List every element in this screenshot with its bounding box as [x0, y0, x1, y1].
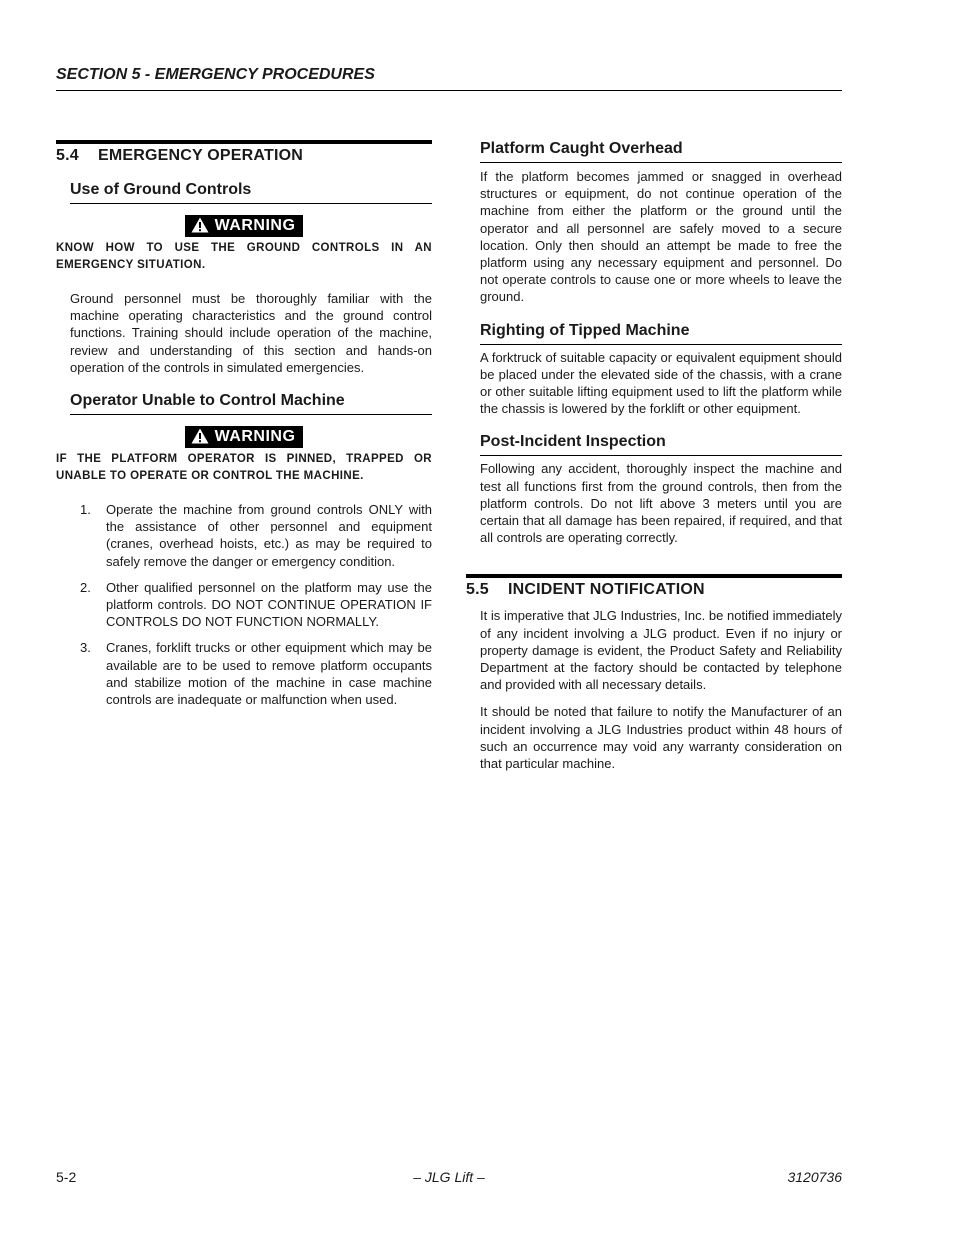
warning-label: WARNING — [185, 215, 304, 237]
ground-controls-heading: Use of Ground Controls — [70, 181, 432, 204]
ground-controls-body: Ground personnel must be thoroughly familiar with the machine operating characteristics and the ground control functions. Training should include operation of the machine, review and understanding of this section and hands-on operation of the controls in simulated emergencies. — [70, 291, 432, 375]
righting-body: A forktruck of suitable capacity or equivalent equipment should be placed under the elevated side of the chassis, with a crane or other suitable lifting equipment used to lift the platform while the chassis is lowered by the forklift or other equipment. — [480, 349, 842, 417]
section-5-4-title — [56, 140, 432, 171]
post-incident-heading: Post-Incident Inspection — [480, 433, 842, 456]
page-header — [56, 66, 842, 91]
notification-paragraph-2: It should be noted that failure to notify the Manufacturer of an incident involving a JLG Industries product within 48 hours of such an occurrence may void any warranty consideration on that particular machine. — [480, 704, 842, 772]
post-incident-body: Following any accident, thoroughly inspect the machine and test all functions first from the ground controls, then from the platform controls. Do not lift above 3 meters until you are certain that all damage has been repaired, if required, and that all controls are operating correctly. — [480, 461, 842, 546]
warning-triangle-icon — [191, 428, 209, 444]
section-number: 5.5 — [466, 581, 489, 599]
warning-banner — [56, 215, 432, 237]
righting-heading: Righting of Tipped Machine — [480, 322, 842, 345]
operator-unable-heading: Operator Unable to Control Machine — [70, 392, 432, 415]
page-footer — [56, 1169, 842, 1189]
platform-caught-body: If the platform becomes jammed or snagged in overhead structures or equipment, do not continue operation of the machine from either the platform or the ground until the operator and all personnel are safely moved to a secure location. Only then should an attempt be made to free the platform using any necessary equipment and personnel. Do not operate controls to cause one or more wheels to leave the ground. — [480, 169, 842, 305]
document-number: 3120736 — [787, 1169, 842, 1185]
warning-triangle-icon — [191, 217, 209, 233]
warning-text: IF THE PLATFORM OPERATOR IS PINNED, TRAPPED OR UNABLE TO OPERATE OR CONTROL THE MACHINE. — [56, 453, 432, 483]
notification-paragraph-1: It is imperative that JLG Industries, Inc. be notified immediately of any incident involving a JLG product. Even if no injury or property damage is evident, the Product Safety and Reliability Department at the factory should be contacted by telephone and provided with all necessary details. — [480, 608, 842, 693]
list-item: 2. Other qualified personnel on the platform may use the platform controls. DO NOT CONTINUE OPERATION IF CONTROLS DO NOT FUNCTION NORMALLY. — [80, 579, 432, 630]
list-item: 1. Operate the machine from ground controls ONLY with the assistance of other personnel and equipment (cranes, overhead hoists, etc.) as may be required to safely remove the danger or emergency condition. — [80, 502, 432, 569]
warning-banner — [56, 426, 432, 448]
left-column — [56, 140, 432, 708]
list-item: 3. Cranes, forklift trucks or other equipment which may be available are to be used to remove platform occupants and stabilize motion of the machine in case machine controls are inadequate or malfunction when used. — [80, 640, 432, 708]
operator-steps-list — [56, 501, 432, 708]
section-5-5-title — [466, 574, 842, 605]
section-title: EMERGENCY OPERATION — [98, 147, 304, 164]
right-column — [466, 140, 842, 772]
page-number: 5-2 — [56, 1169, 77, 1185]
warning-text: KNOW HOW TO USE THE GROUND CONTROLS IN AN EMERGENCY SITUATION. — [56, 242, 432, 271]
section-title: INCIDENT NOTIFICATION — [508, 581, 705, 599]
footer-center: – JLG Lift – — [413, 1169, 485, 1185]
platform-caught-heading: Platform Caught Overhead — [480, 140, 842, 163]
section-header-title: SECTION 5 - EMERGENCY PROCEDURES — [56, 66, 375, 83]
warning-label: WARNING — [185, 426, 304, 448]
section-number: 5.4 — [56, 147, 79, 164]
